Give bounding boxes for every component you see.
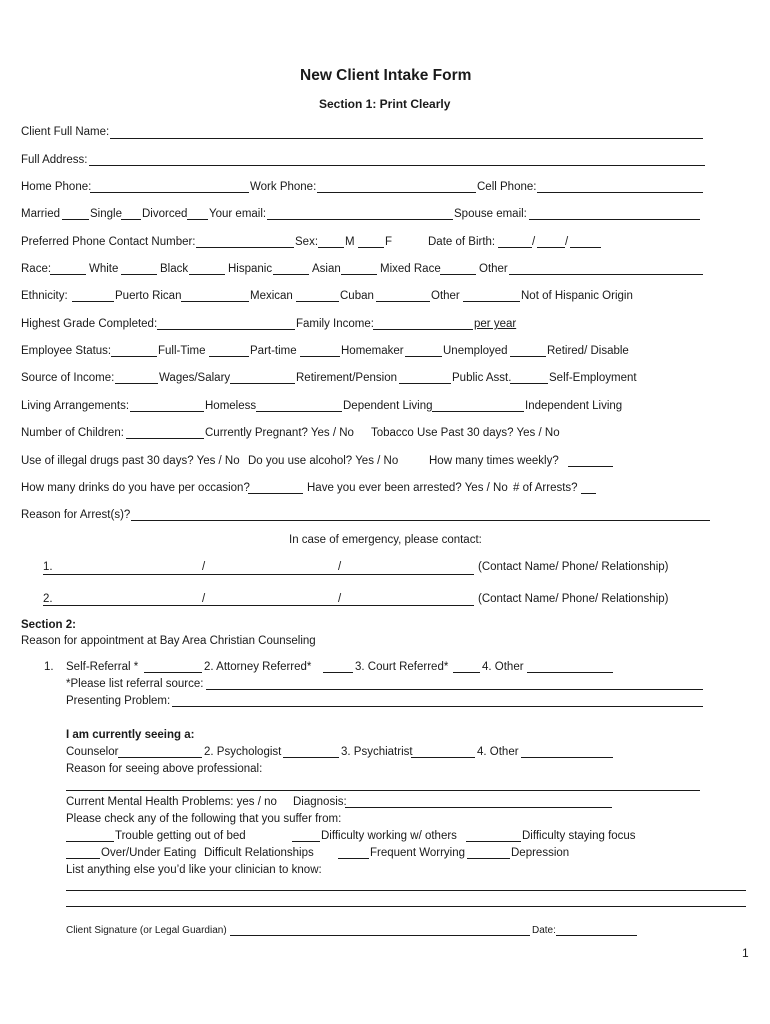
diagnosis-field[interactable] bbox=[345, 807, 612, 808]
list-else-field-2[interactable] bbox=[66, 906, 746, 907]
emp-unemp-label: Unemployed bbox=[443, 345, 508, 357]
over-under-field[interactable] bbox=[66, 858, 100, 859]
over-under-label: Over/Under Eating bbox=[101, 847, 197, 859]
seeing-heading: I am currently seeing a: bbox=[66, 729, 195, 741]
emp-ft-label: Full-Time bbox=[158, 345, 206, 357]
counselor-label: Counselor bbox=[66, 746, 119, 758]
diff-rel-label: Difficult Relationships bbox=[204, 847, 314, 859]
children-field[interactable] bbox=[126, 438, 204, 439]
eth-other-label: Other bbox=[431, 290, 460, 302]
full-address-label: Full Address: bbox=[21, 154, 88, 166]
eth-not-label: Not of Hispanic Origin bbox=[521, 290, 633, 302]
presenting-label: Presenting Problem: bbox=[66, 695, 171, 707]
src-ret-field[interactable] bbox=[230, 383, 295, 384]
spouse-email-field[interactable] bbox=[529, 219, 700, 220]
single-label: Single bbox=[90, 208, 122, 220]
reason-seeing-label: Reason for seeing above professional: bbox=[66, 763, 263, 775]
psychiatrist-label: 3. Psychiatrist bbox=[341, 746, 413, 758]
drinks-label: How many drinks do you have per occasion? bbox=[21, 482, 250, 494]
race-hispanic-field[interactable] bbox=[189, 274, 225, 275]
contact1-hint: (Contact Name/ Phone/ Relationship) bbox=[478, 561, 669, 573]
diff-focus-label: Difficulty staying focus bbox=[522, 830, 636, 842]
counselor-field[interactable] bbox=[118, 757, 202, 758]
depression-field[interactable] bbox=[467, 858, 510, 859]
race-asian-label: Asian bbox=[312, 263, 341, 275]
weekly-field[interactable] bbox=[568, 466, 613, 467]
arrested-label[interactable]: Have you ever been arrested? Yes / No bbox=[307, 482, 508, 494]
src-wages-field[interactable] bbox=[115, 383, 158, 384]
mental-health-label[interactable]: Current Mental Health Problems: yes / no bbox=[66, 796, 277, 808]
src-income-label: Source of Income: bbox=[21, 372, 115, 384]
married-field[interactable] bbox=[62, 219, 89, 220]
sex-f-label: F bbox=[385, 236, 393, 248]
diff-working-field[interactable] bbox=[292, 841, 320, 842]
referral-item-number: 1. bbox=[44, 661, 54, 673]
per-year-label: per year bbox=[474, 318, 517, 330]
eth-cuban-label: Cuban bbox=[340, 290, 374, 302]
date-field[interactable] bbox=[556, 935, 637, 936]
sex-m-field[interactable] bbox=[318, 247, 344, 248]
dob-day-field[interactable] bbox=[537, 247, 565, 248]
other-professional-field[interactable] bbox=[521, 757, 613, 758]
num-arrests-label: # of Arrests? bbox=[513, 482, 578, 494]
contact2-hint: (Contact Name/ Phone/ Relationship) bbox=[478, 593, 669, 605]
full-address-field[interactable] bbox=[89, 165, 705, 166]
liv-indep-label: Independent Living bbox=[525, 400, 623, 412]
eth-pr-field[interactable] bbox=[72, 301, 114, 302]
arrest-reason-field[interactable] bbox=[131, 520, 710, 521]
src-ret-label: Retirement/Pension bbox=[296, 372, 397, 384]
other-professional-label: 4. Other bbox=[477, 746, 519, 758]
pref-phone-label: Preferred Phone Contact Number: bbox=[21, 236, 196, 248]
referral-source-field[interactable] bbox=[206, 689, 703, 690]
self-referral-label: Self-Referral * bbox=[66, 661, 139, 673]
src-public-label: Public Asst. bbox=[452, 372, 512, 384]
emp-ret-label: Retired/ Disable bbox=[547, 345, 629, 357]
weekly-label: How many times weekly? bbox=[429, 455, 559, 467]
liv-dep-label: Dependent Living bbox=[343, 400, 433, 412]
drinks-field[interactable] bbox=[248, 493, 303, 494]
signature-label: Client Signature (or Legal Guardian) bbox=[66, 925, 227, 936]
married-label: Married bbox=[21, 208, 60, 220]
date-label: Date: bbox=[532, 925, 556, 936]
emp-unemp-field[interactable] bbox=[405, 356, 442, 357]
divorced-field[interactable] bbox=[187, 219, 208, 220]
check-any-label: Please check any of the following that you suffer from: bbox=[66, 813, 342, 825]
dob-month-field[interactable] bbox=[498, 247, 532, 248]
race-other-label: Other bbox=[479, 263, 508, 275]
dob-slash-2: / bbox=[565, 236, 569, 248]
single-field[interactable] bbox=[121, 219, 141, 220]
liv-indep-field[interactable] bbox=[432, 411, 524, 412]
psychologist-field[interactable] bbox=[283, 757, 339, 758]
num-arrests-field[interactable] bbox=[581, 493, 596, 494]
eth-cuban-field[interactable] bbox=[296, 301, 339, 302]
contact2-slash-1: / bbox=[202, 593, 206, 605]
living-label: Living Arrangements: bbox=[21, 400, 130, 412]
race-asian-field[interactable] bbox=[273, 274, 309, 275]
presenting-field[interactable] bbox=[172, 706, 703, 707]
client-name-label: Client Full Name: bbox=[21, 126, 110, 138]
trouble-bed-label: Trouble getting out of bed bbox=[115, 830, 246, 842]
liv-homeless-label: Homeless bbox=[205, 400, 257, 412]
signature-field[interactable] bbox=[230, 935, 530, 936]
referral-source-label: *Please list referral source: bbox=[66, 678, 204, 690]
diagnosis-label: Diagnosis: bbox=[293, 796, 347, 808]
children-label: Number of Children: bbox=[21, 427, 124, 439]
contact1-field[interactable] bbox=[43, 574, 474, 575]
src-wages-label: Wages/Salary bbox=[159, 372, 231, 384]
other-referral-field[interactable] bbox=[527, 672, 613, 673]
section2-heading: Section 2: bbox=[21, 619, 76, 631]
src-self-label: Self-Employment bbox=[549, 372, 637, 384]
list-else-field-1[interactable] bbox=[66, 890, 746, 891]
emp-ft-field[interactable] bbox=[111, 356, 157, 357]
other-referral-label: 4. Other bbox=[482, 661, 524, 673]
spouse-email-label: Spouse email: bbox=[454, 208, 527, 220]
page-number: 1 bbox=[742, 946, 749, 960]
attorney-field[interactable] bbox=[323, 672, 353, 673]
work-phone-label: Work Phone: bbox=[250, 181, 317, 193]
court-field[interactable] bbox=[453, 672, 480, 673]
tobacco-label[interactable]: Tobacco Use Past 30 days? Yes / No bbox=[371, 427, 560, 439]
emp-status-label: Employee Status: bbox=[21, 345, 112, 357]
race-black-field[interactable] bbox=[121, 274, 157, 275]
race-black-label: Black bbox=[160, 263, 189, 275]
dob-label: Date of Birth: bbox=[428, 236, 496, 248]
emp-ret-field[interactable] bbox=[510, 356, 546, 357]
dob-slash-1: / bbox=[532, 236, 536, 248]
form-title: New Client Intake Form bbox=[300, 67, 472, 84]
self-referral-field[interactable] bbox=[144, 672, 202, 673]
drugs-label[interactable]: Use of illegal drugs past 30 days? Yes / No bbox=[21, 455, 240, 467]
eth-mex-field[interactable] bbox=[181, 301, 249, 302]
reason-appointment: Reason for appointment at Bay Area Christian Counseling bbox=[21, 635, 316, 647]
divorced-label: Divorced bbox=[142, 208, 188, 220]
race-mixed-label: Mixed Race bbox=[380, 263, 441, 275]
race-other-field[interactable] bbox=[440, 274, 476, 275]
sex-m-label: M bbox=[345, 236, 355, 248]
liv-dep-field[interactable] bbox=[256, 411, 342, 412]
grade-field[interactable] bbox=[157, 329, 295, 330]
dob-year-field[interactable] bbox=[570, 247, 601, 248]
race-white-label: White bbox=[89, 263, 119, 275]
emp-home-label: Homemaker bbox=[341, 345, 404, 357]
attorney-label: 2. Attorney Referred* bbox=[204, 661, 312, 673]
trouble-bed-field[interactable] bbox=[66, 841, 114, 842]
emergency-heading: In case of emergency, please contact: bbox=[289, 534, 482, 546]
pref-phone-field[interactable] bbox=[196, 247, 294, 248]
diff-focus-field[interactable] bbox=[466, 841, 521, 842]
home-phone-field[interactable] bbox=[90, 192, 249, 193]
income-field[interactable] bbox=[373, 329, 473, 330]
src-public-field[interactable] bbox=[399, 383, 451, 384]
your-email-field[interactable] bbox=[267, 219, 453, 220]
contact2-field[interactable] bbox=[43, 605, 474, 606]
eth-mex-label: Mexican bbox=[250, 290, 293, 302]
worrying-label: Frequent Worrying bbox=[370, 847, 466, 859]
src-self-field[interactable] bbox=[510, 383, 548, 384]
cell-phone-field[interactable] bbox=[537, 192, 703, 193]
eth-not-field[interactable] bbox=[463, 301, 520, 302]
psychiatrist-field[interactable] bbox=[411, 757, 475, 758]
race-other-specify-field[interactable] bbox=[509, 274, 703, 275]
section1-heading: Section 1: Print Clearly bbox=[319, 97, 451, 111]
emp-home-field[interactable] bbox=[300, 356, 340, 357]
contact1-slash-1: / bbox=[202, 561, 206, 573]
psychologist-label: 2. Psychologist bbox=[204, 746, 282, 758]
liv-homeless-field[interactable] bbox=[130, 411, 204, 412]
ethnicity-label: Ethnicity: bbox=[21, 290, 68, 302]
court-label: 3. Court Referred* bbox=[355, 661, 449, 673]
race-hispanic-label: Hispanic bbox=[228, 263, 273, 275]
income-label: Family Income: bbox=[296, 318, 374, 330]
home-phone-label: Home Phone: bbox=[21, 181, 92, 193]
emp-pt-label: Part-time bbox=[250, 345, 297, 357]
your-email-label: Your email: bbox=[209, 208, 267, 220]
grade-label: Highest Grade Completed: bbox=[21, 318, 158, 330]
list-else-label: List anything else you’d like your clinician to know: bbox=[66, 864, 322, 876]
cell-phone-label: Cell Phone: bbox=[477, 181, 537, 193]
eth-other-field[interactable] bbox=[376, 301, 430, 302]
emp-pt-field[interactable] bbox=[209, 356, 249, 357]
contact1-number: 1. bbox=[43, 561, 53, 573]
client-name-field[interactable] bbox=[110, 138, 703, 139]
alcohol-label[interactable]: Do you use alcohol? Yes / No bbox=[248, 455, 399, 467]
sex-label: Sex: bbox=[295, 236, 319, 248]
work-phone-field[interactable] bbox=[317, 192, 476, 193]
arrest-reason-label: Reason for Arrest(s)? bbox=[21, 509, 131, 521]
pregnant-label[interactable]: Currently Pregnant? Yes / No bbox=[205, 427, 354, 439]
contact1-slash-2: / bbox=[338, 561, 342, 573]
diff-working-label: Difficulty working w/ others bbox=[321, 830, 457, 842]
reason-seeing-field[interactable] bbox=[66, 790, 700, 791]
race-mixed-field[interactable] bbox=[341, 274, 377, 275]
contact2-number: 2. bbox=[43, 593, 53, 605]
eth-pr-label: Puerto Rican bbox=[115, 290, 182, 302]
worrying-field[interactable] bbox=[338, 858, 369, 859]
depression-label: Depression bbox=[511, 847, 570, 859]
contact2-slash-2: / bbox=[338, 593, 342, 605]
race-label: Race: bbox=[21, 263, 52, 275]
race-white-field[interactable] bbox=[50, 274, 86, 275]
sex-f-field[interactable] bbox=[358, 247, 384, 248]
